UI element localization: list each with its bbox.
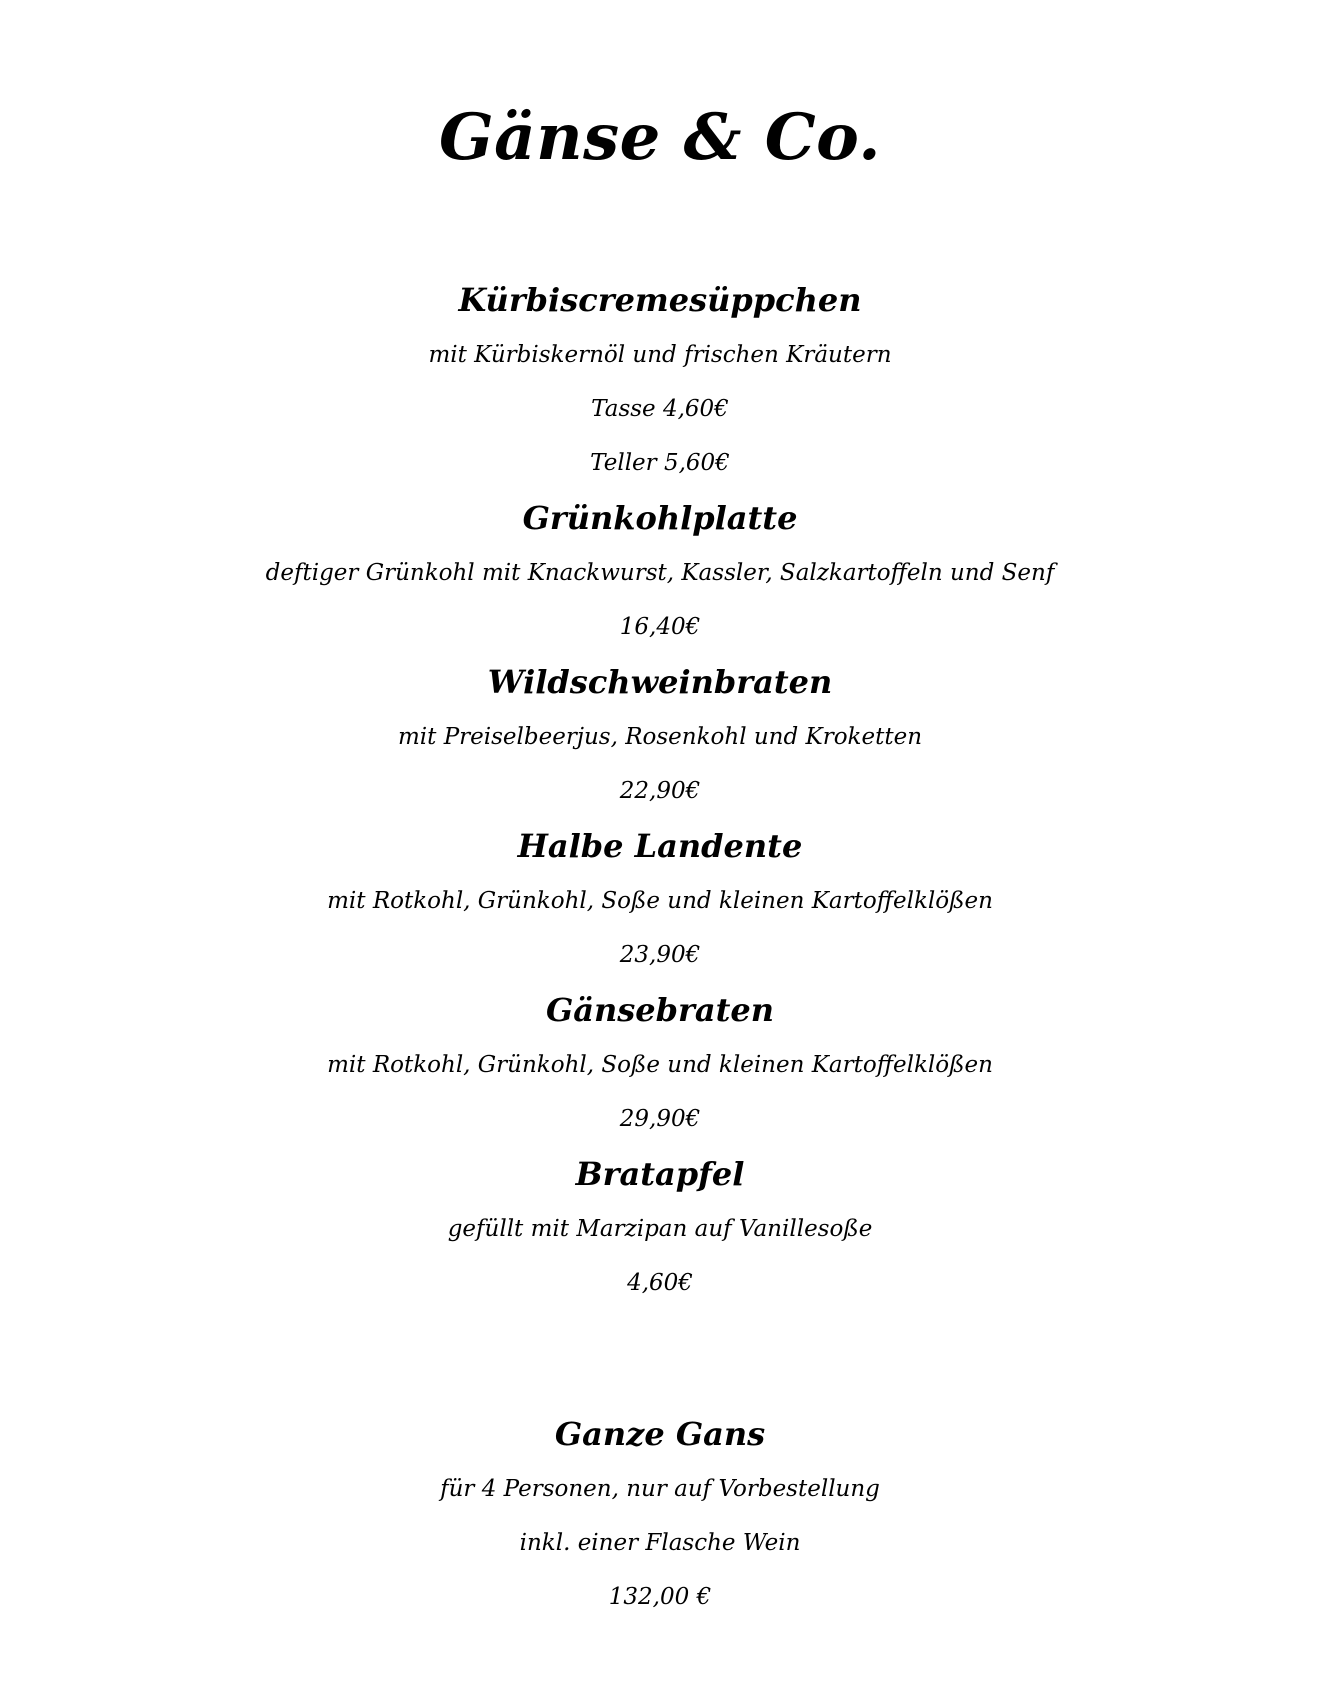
dish-price: 132,00 €	[608, 1584, 712, 1610]
dish-gruenkohlplatte	[0, 490, 1320, 654]
dish-name: Kürbiscremesüppchen	[458, 281, 862, 319]
dish-price: 22,90€	[619, 778, 701, 804]
dish-description: inkl. einer Flasche Wein	[519, 1530, 801, 1556]
dish-description: für 4 Personen, nur auf Vorbestellung	[440, 1476, 880, 1502]
dish-description: mit Preiselbeerjus, Rosenkohl und Kroketten	[397, 724, 923, 750]
dish-bratapfel	[0, 1146, 1320, 1310]
dish-price: 16,40€	[619, 614, 701, 640]
dish-name: Grünkohlplatte	[522, 499, 798, 537]
dish-description: deftiger Grünkohl mit Knackwurst, Kassler, Salzkartoffeln und Senf	[265, 560, 1055, 586]
dish-gaensebraten	[0, 982, 1320, 1146]
dish-description: mit Rotkohl, Grünkohl, Soße und kleinen Kartoffelklößen	[327, 1052, 993, 1078]
dish-description: gefüllt mit Marzipan auf Vanillesoße	[447, 1216, 873, 1242]
dish-name: Wildschweinbraten	[487, 663, 833, 701]
dish-name: Halbe Landente	[517, 827, 803, 865]
dish-name: Ganze Gans	[554, 1415, 766, 1453]
dish-halbe-landente	[0, 818, 1320, 982]
menu-list	[0, 272, 1320, 1624]
dish-ganze-gans	[0, 1406, 1320, 1624]
dish-price: 29,90€	[619, 1106, 701, 1132]
dish-kuerbiscremesueppchen	[0, 272, 1320, 490]
dish-wildschweinbraten	[0, 654, 1320, 818]
dish-price: 4,60€	[627, 1270, 693, 1296]
dish-price: Teller 5,60€	[590, 450, 730, 476]
dish-price: Tasse 4,60€	[591, 396, 729, 422]
dish-description: mit Rotkohl, Grünkohl, Soße und kleinen Kartoffelklößen	[327, 888, 993, 914]
dish-price: 23,90€	[619, 942, 701, 968]
dish-name: Gänsebraten	[545, 991, 775, 1029]
dish-description: mit Kürbiskernöl und frischen Kräutern	[428, 342, 892, 368]
dish-name: Bratapfel	[575, 1155, 745, 1193]
page-title: Gänse & Co.	[438, 100, 882, 175]
